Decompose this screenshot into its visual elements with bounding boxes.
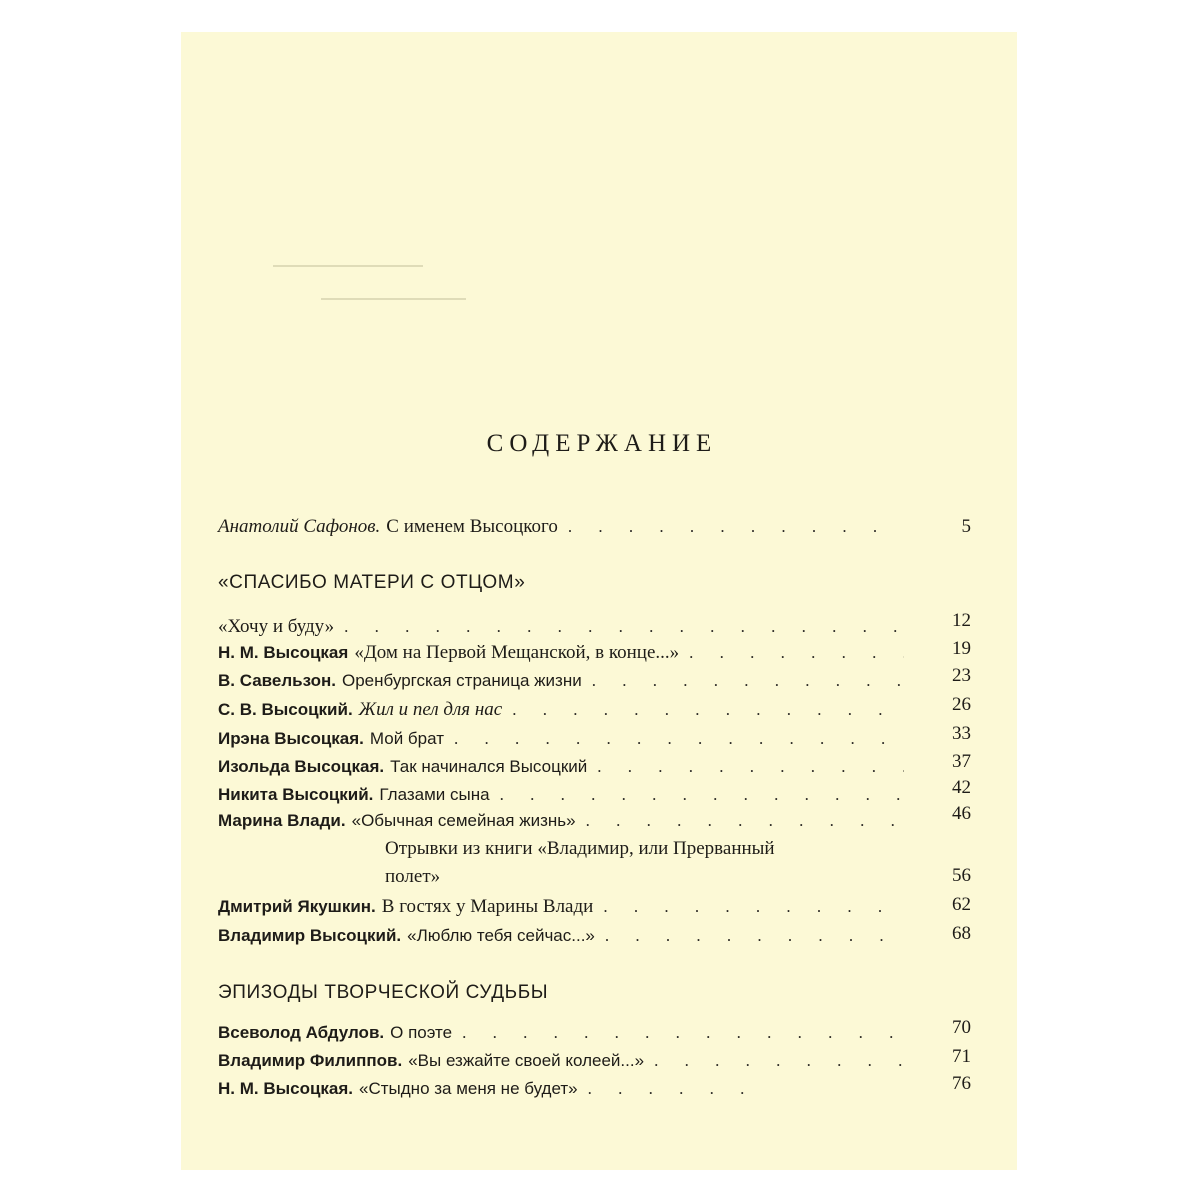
entry-title: Жил и пел для нас [358,699,503,720]
entry-author: Марина Влади. [218,811,346,830]
dot-leader [568,514,904,540]
entry-author: Анатолий Сафонов. [218,516,381,537]
dot-leader [592,668,904,694]
page-number: 68 [952,923,971,944]
dot-leader [462,1020,904,1046]
page-number: 26 [952,694,971,715]
page-number: 62 [952,894,971,915]
page-number: 37 [952,751,971,772]
toc-entry[interactable] [218,1020,914,1046]
toc-entry[interactable] [218,1076,758,1102]
entry-author: Никита Высоцкий. [218,785,374,804]
toc-entry[interactable] [218,923,914,949]
toc-entry[interactable] [218,726,914,752]
entry-title: «Обычная семейная жизнь» [351,811,576,830]
entry-author: Изольда Высоцкая. [218,757,385,776]
entry-title: «Хочу и буду» [218,616,335,637]
dot-leader [500,782,904,808]
entry-author: С. В. Высоцкий. [218,700,353,719]
entry-title: Глазами сына [379,785,490,804]
entry-author: Дмитрий Якушкин. [218,897,376,916]
entry-author: Всеволод Абдулов. [218,1023,385,1042]
entry-author: Н. М. Высоцкая [218,643,349,662]
dot-leader [588,1076,748,1102]
dot-leader [512,697,904,723]
entry-title: полет» [385,866,441,887]
page-number: 70 [952,1017,971,1038]
book-page [181,32,1017,1170]
dot-leader [597,754,904,780]
section-heading-2: ЭПИЗОДЫ ТВОРЧЕСКОЙ СУДЬБЫ [218,982,549,1003]
section-heading-1: «СПАСИБО МАТЕРИ С ОТЦОМ» [218,572,526,593]
entry-title: «Стыдно за меня не будет» [359,1079,578,1098]
entry-title: «Вы езжайте своей колеей...» [408,1051,645,1070]
dot-leader [344,614,904,640]
toc-entry-excerpt-cont[interactable] [385,864,914,890]
toc-entry[interactable] [218,1048,914,1074]
entry-author: В. Савельзон. [218,671,336,690]
page-number: 46 [952,803,971,824]
toc-entry[interactable] [218,808,914,834]
paper-smudge [273,265,423,267]
entry-author: Н. М. Высоцкая. [218,1079,354,1098]
page-number: 23 [952,665,971,686]
dot-leader [605,923,904,949]
dot-leader [603,894,904,920]
page-number: 19 [952,638,971,659]
toc-entry[interactable] [218,614,914,640]
toc-entry[interactable] [218,754,914,780]
page-number: 42 [952,777,971,798]
dot-leader [454,726,904,752]
toc-entry[interactable] [218,668,914,694]
entry-title: В гостях у Марины Влади [381,896,594,917]
toc-entry[interactable] [218,894,914,920]
entry-author: Владимир Высоцкий. [218,926,402,945]
entry-title: «Люблю тебя сейчас...» [407,926,595,945]
toc-title: СОДЕРЖАНИЕ [486,430,718,457]
entry-title: «Дом на Первой Мещанской, в конце...» [354,642,680,663]
toc-entry-intro[interactable] [218,514,914,540]
toc-entry[interactable] [218,782,914,808]
dot-leader [654,1048,904,1074]
page-number: 56 [952,865,971,886]
toc-entry-excerpt[interactable] [385,836,914,862]
entry-title: Так начинался Высоцкий [390,757,588,776]
entry-title: Оренбургская страница жизни [342,671,582,690]
paper-smudge [321,298,466,300]
page-number: 5 [961,516,971,537]
entry-title: Мой брат [369,729,444,748]
entry-title: О поэте [390,1023,453,1042]
dot-leader [586,808,904,834]
page-number: 12 [952,610,971,631]
entry-author: Ирэна Высоцкая. [218,729,364,748]
entry-title: С именем Высоцкого [386,516,558,537]
toc-entry[interactable] [218,697,914,723]
entry-title: Отрывки из книги «Владимир, или Прерванный [385,838,775,859]
page-number: 71 [952,1046,971,1067]
entry-author: Владимир Филиппов. [218,1051,403,1070]
page-number: 33 [952,723,971,744]
dot-leader [689,640,904,666]
page-number: 76 [952,1073,971,1094]
toc-entry[interactable] [218,640,914,666]
